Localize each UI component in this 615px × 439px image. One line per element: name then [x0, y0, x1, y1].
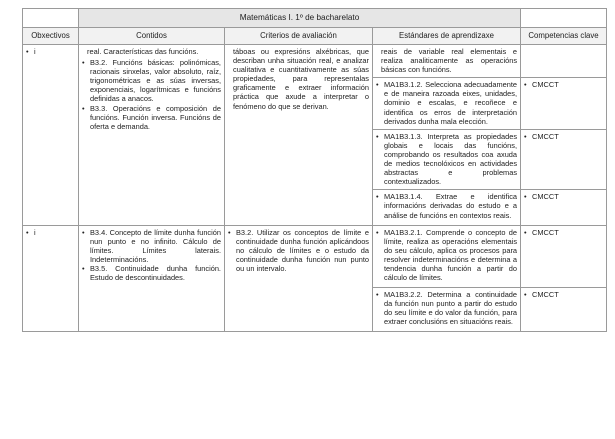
block1-standard-cell: [373, 78, 521, 129]
header-standards: Estándares de aprendizaxe: [373, 28, 521, 45]
block2-criteria-item: • B3.2. Utilizar os conceptos de límite e continuidade dunha función aplicándoos no cálculo de límites e o estudo da continuidade dunha función nun punto ou un intervalo.: [228, 228, 369, 273]
block1-row-1: [23, 45, 607, 78]
competence-item: • CMCCT: [524, 132, 603, 141]
block1-standard-cell: [373, 190, 521, 225]
block2-row-1: [23, 225, 607, 288]
block1-criteria-cell: [225, 45, 373, 226]
header-row: [23, 28, 607, 45]
title-row: [23, 9, 607, 28]
block2-standard-cell: [373, 288, 521, 331]
block2-standard-cell: [373, 225, 521, 288]
block1-content-item: • B3.2. Funcións básicas: polinómicas, racionais sinxelas, valor absoluto, raíz, trigonométricas e as súas inversas, exponenciais, logarítmicas e funcións definidas a anacos.: [82, 58, 221, 103]
header-criteria: Criterios de avaliación: [225, 28, 373, 45]
block1-criteria-continuation: táboas ou expresións alxébricas, que describan unha situación real, e analizar cualitativa e cuantitativamente as súas propiedades, para representalas graficamente e extraer información práctica que axude a interpretar o fenómeno do que se derivan.: [233, 47, 369, 111]
block2-objective-cell: [23, 225, 79, 331]
title-empty-cell-right: [521, 9, 607, 28]
block1-competence-cell: [521, 129, 607, 190]
standard-item: • MA1B3.1.4. Extrae e identifica informacións derivadas do estudo e a análise de funcións en contextos reais.: [376, 192, 517, 219]
block1-contents-continuation: real. Características das funcións.: [87, 47, 199, 56]
competence-item: • CMCCT: [524, 192, 603, 201]
block1-standard-continuation: reais de variable real elementais e realiza analiticamente as operacións básicas con funcións.: [381, 47, 518, 75]
block1-content-item: • B3.3. Operacións e composición de funcións. Función inversa. Funcións de oferta e demanda.: [82, 104, 221, 131]
block1-objective-cell: [23, 45, 79, 226]
standard-item: • MA1B3.2.2. Determina a continuidade da función nun punto a partir do estudo do seu límite e do valor da función, para extraer conclusións en situacións reais.: [376, 290, 517, 326]
block2-content-item: • B3.4. Concepto de límite dunha función nun punto e no infinito. Cálculo de límites. Límites laterais. Indeterminacións.: [82, 228, 221, 264]
block1-competence-cell: [521, 190, 607, 225]
competence-item: • CMCCT: [524, 228, 603, 237]
block2-criteria-cell: [225, 225, 373, 331]
standard-item: • MA1B3.1.3. Interpreta as propiedades globais e locais das funcións, comprobando os resultados coa axuda de medios tecnolóxicos en actividades abstractas e problemas contextualizados.: [376, 132, 517, 187]
block1-competence-continuation-cell: [521, 45, 607, 78]
block1-standard-continuation-cell: [373, 45, 521, 78]
block2-content-item: • B3.5. Continuidade dunha función. Estudo de descontinuidades.: [82, 264, 221, 282]
header-contents: Contidos: [79, 28, 225, 45]
block1-contents-cell: [79, 45, 225, 226]
block1-standard-cell: [373, 129, 521, 190]
standard-item: • MA1B3.1.2. Selecciona adecuadamente e de maneira razoada eixes, unidades, dominio e escalas, e recoñece e identifica os erros de interpretación derivados dunha mala elección.: [376, 80, 517, 125]
block2-contents-cell: [79, 225, 225, 331]
standard-item: • MA1B3.2.1. Comprende o concepto de límite, realiza as operacións elementais do seu cálculo, aplica os procesos para resolver indeterminacións e determina a tendencia dunha función a partir do cálculo de límites.: [376, 228, 517, 283]
competence-item: • CMCCT: [524, 80, 603, 89]
block2-objective: • i: [26, 228, 75, 237]
competence-item: • CMCCT: [524, 290, 603, 299]
header-competences: Competencias clave: [521, 28, 607, 45]
title-empty-cell: [23, 9, 79, 28]
block1-competence-cell: [521, 78, 607, 129]
table-title: Matemáticas I. 1º de bacharelato: [79, 9, 521, 28]
block2-competence-cell: [521, 225, 607, 288]
curriculum-table: [22, 8, 607, 332]
block1-objective: • i: [26, 47, 75, 56]
header-objectives: Obxectivos: [23, 28, 79, 45]
block2-competence-cell: [521, 288, 607, 331]
